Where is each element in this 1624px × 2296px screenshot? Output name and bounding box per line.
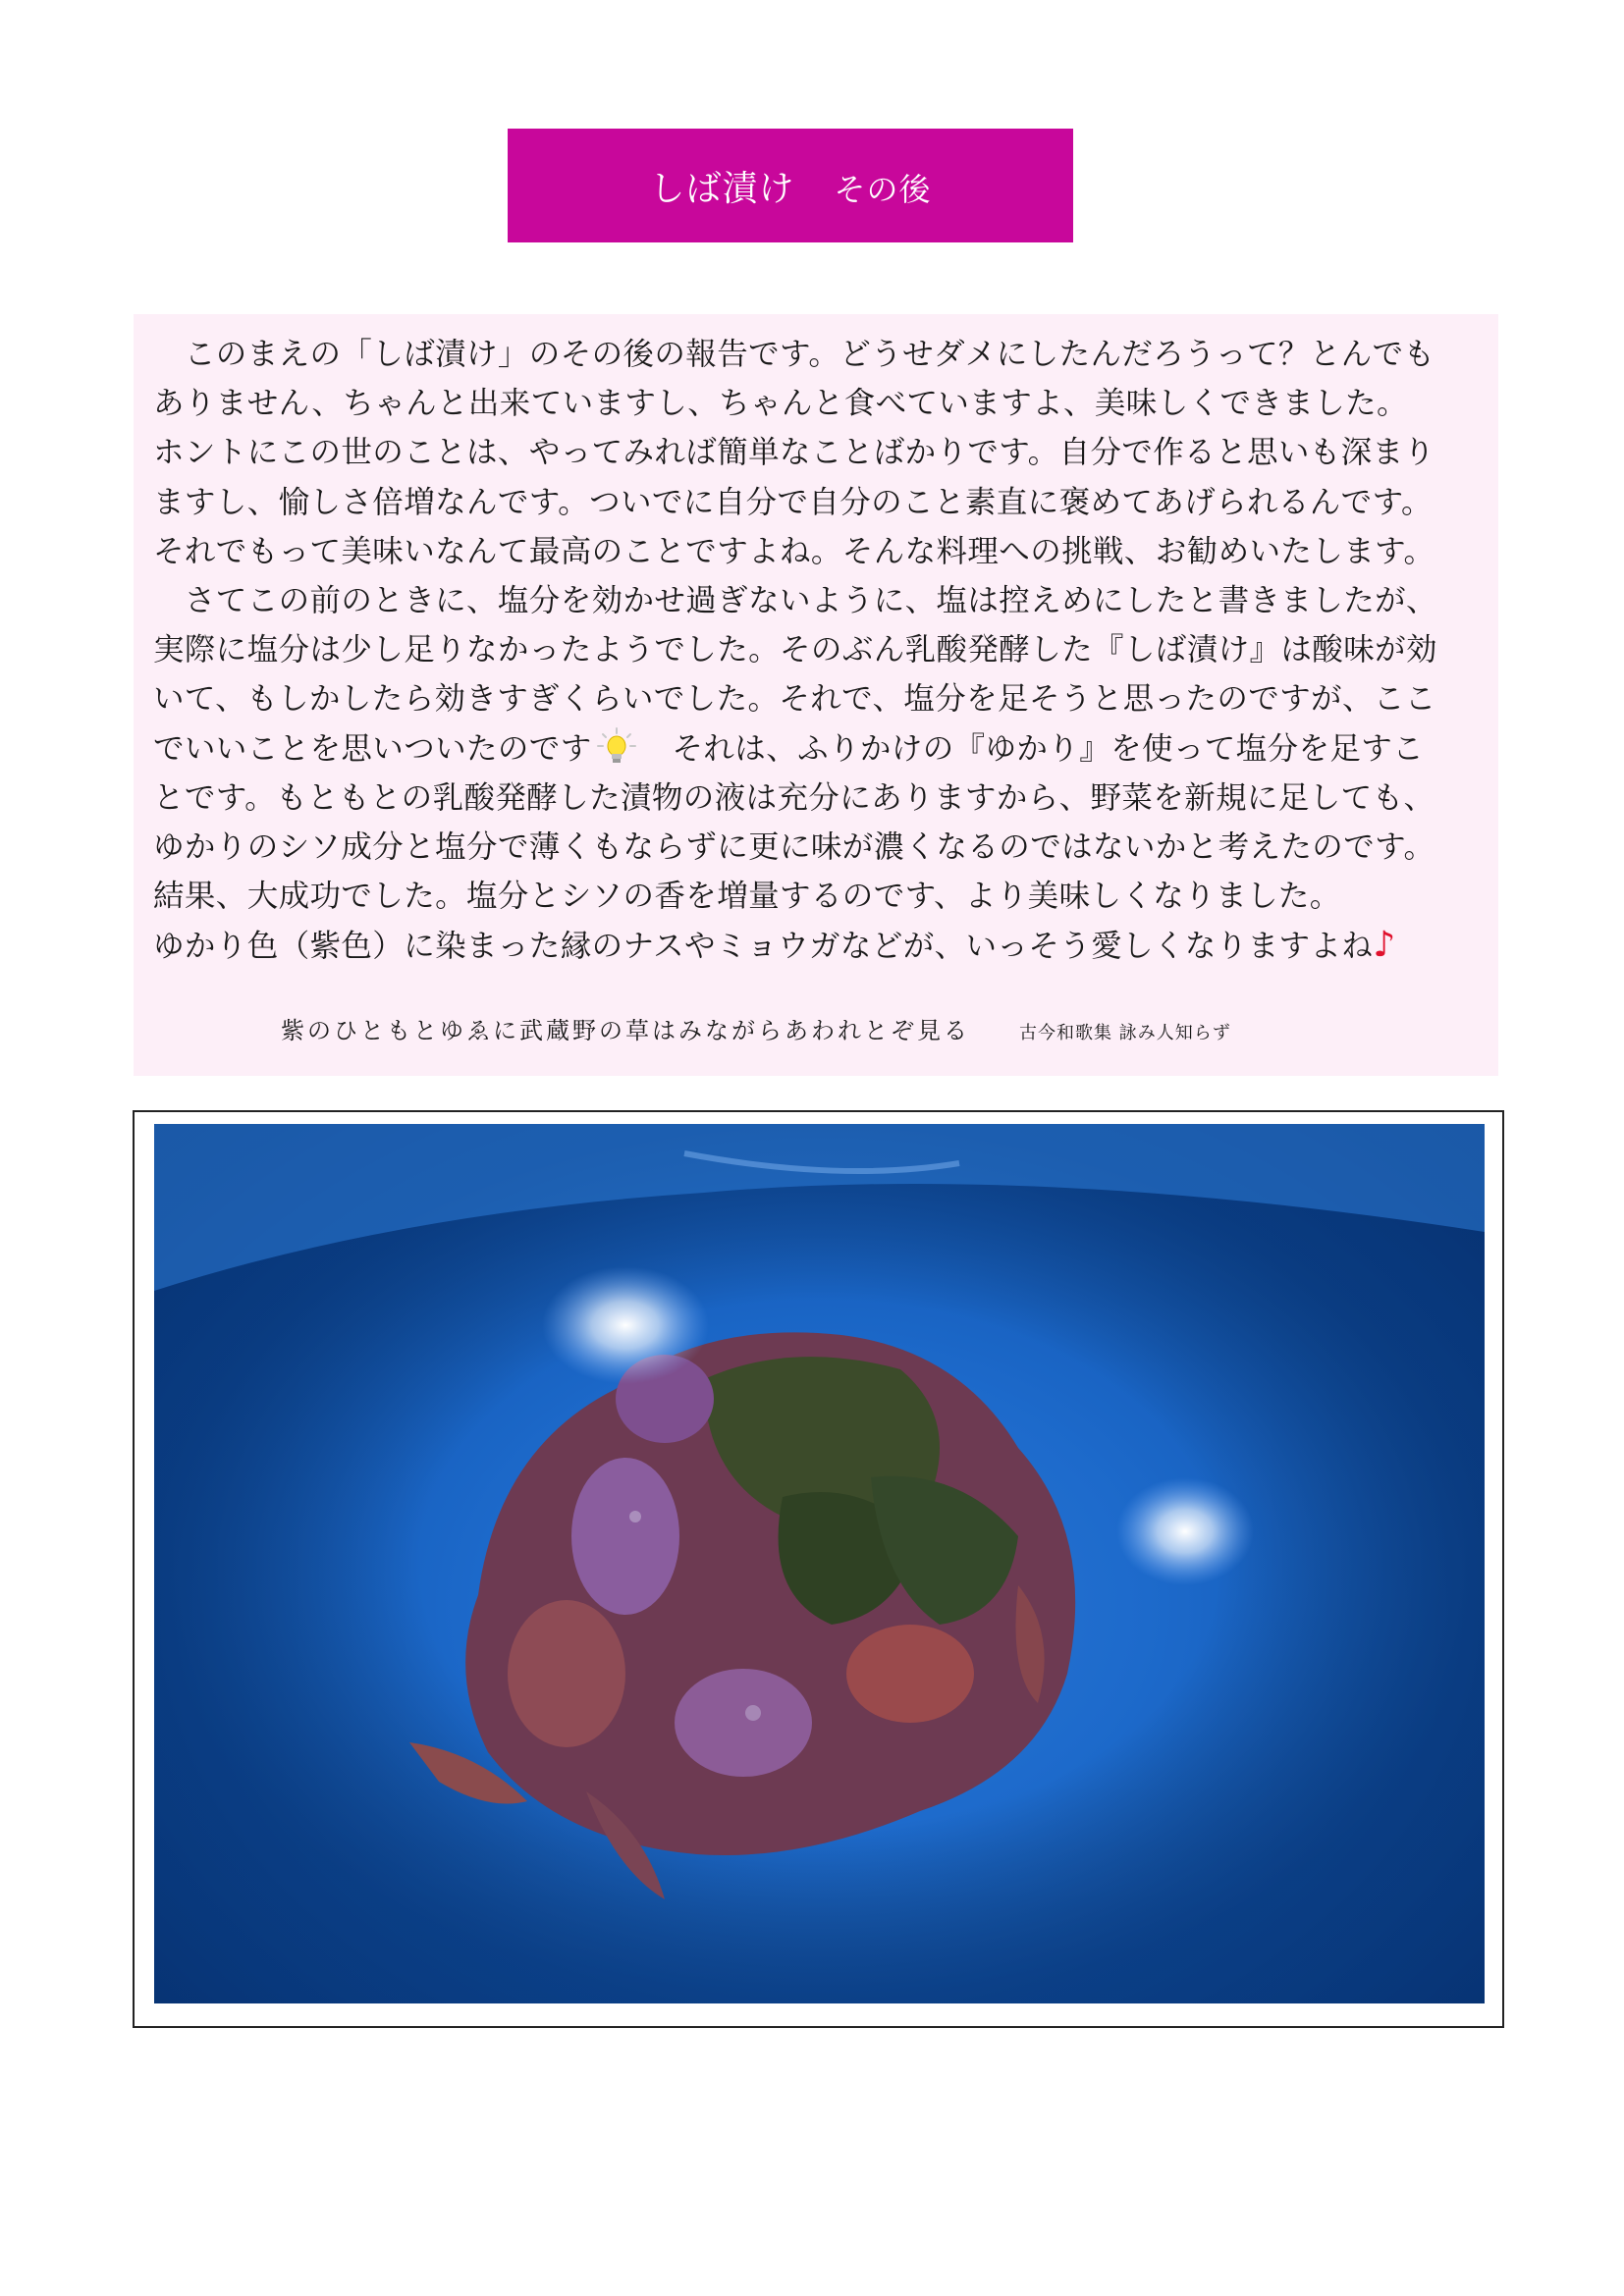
title-main: しば漬け [649, 168, 795, 209]
body-text-before-icon: でいいことを思いついたのです [153, 730, 592, 767]
body-line: 結果、大成功でした。塩分とシソの香を増量するのです、より美味しくなりました。 [153, 879, 1341, 915]
body-line: ありません、ちゃんと出来ていますし、ちゃんと食べていますよ、美味しくできました。 [153, 386, 1408, 422]
body-line: さてこの前のときに、塩分を効かせ過ぎないように、塩は控えめにしたと書きましたが、 [153, 583, 1437, 619]
body-line: ホントにこの世のことは、やってみれば簡単なことばかりです。自分で作ると思いも深まり [153, 435, 1435, 471]
poem [281, 1011, 1231, 1045]
pickles-illustration [154, 1124, 1485, 2003]
page-title [649, 161, 931, 211]
title-banner [508, 129, 1073, 242]
body-line: とです。もともとの乳酸発酵した漬物の液は充分にありますから、野菜を新規に足しても、 [153, 779, 1435, 816]
pickles-photo [154, 1124, 1485, 2003]
photo-frame [133, 1110, 1504, 2028]
music-note-icon: ♪ [1373, 925, 1396, 966]
body-line: ゆかりのシソ成分と塩分で薄くもならずに更に味が濃くなるのではないかと考えたのです。 [153, 829, 1435, 866]
text-panel [134, 314, 1498, 1076]
title-suffix: その後 [834, 170, 932, 208]
body-line: いて、もしかしたら効きすぎくらいでした。それで、塩分を足そうと思ったのですが、ここ [153, 681, 1436, 718]
body-line: それでもって美味いなんて最高のことですよね。そんな料理への挑戦、お勧めいたします。 [153, 533, 1435, 569]
body-text-last: ゆかり色（紫色）に染まった縁のナスやミョウガなどが、いっそう愛しくなりますよね [153, 929, 1374, 965]
poem-text: 紫のひともとゆゑに武蔵野の草はみながらあわれとぞ見る [281, 1017, 970, 1044]
body-line-with-icon [153, 724, 1498, 774]
body-text-after-icon: それは、ふりかけの『ゆかり』を使って塩分を足すこ [640, 730, 1425, 767]
lightbulb-icon [596, 727, 637, 769]
poem-source: 古今和歌集 詠み人知らず [1019, 1023, 1231, 1043]
body-line: 実際に塩分は少し足りなかったようでした。そのぶん乳酸発酵した『しば漬け』は酸味が効 [153, 632, 1437, 668]
body-line-last [153, 921, 1498, 971]
body-line: このまえの「しば漬け」のその後の報告です。どうせダメにしたんだろうって？とんでも [153, 337, 1435, 372]
body-line: ますし、愉しさ倍増なんです。ついでに自分で自分のこと素直に褒めてあげられるんです。 [153, 484, 1433, 520]
